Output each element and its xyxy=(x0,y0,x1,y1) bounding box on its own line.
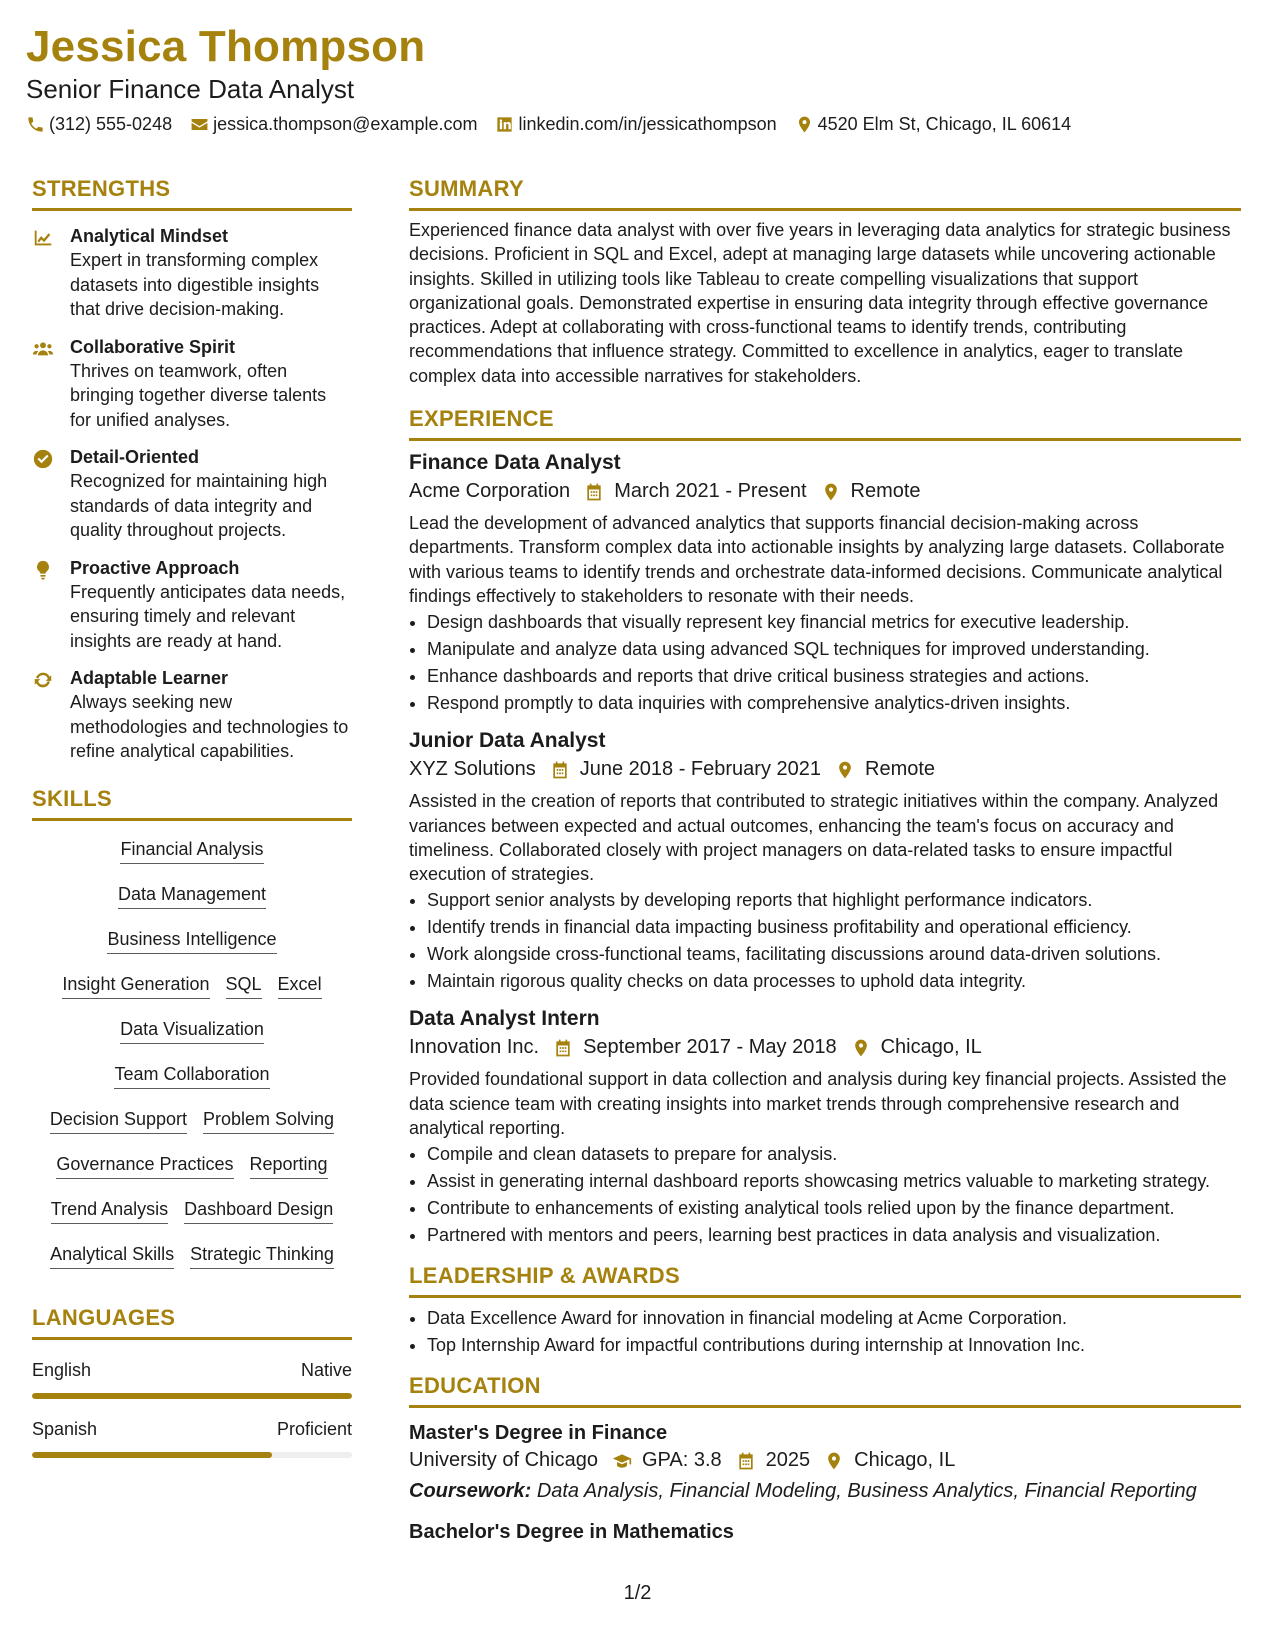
job-dates: September 2017 - May 2018 xyxy=(583,1036,837,1059)
map-pin-icon xyxy=(851,1038,871,1058)
skill-tag: Problem Solving xyxy=(203,1109,334,1134)
section-divider xyxy=(32,818,352,821)
language-proficiency-fill xyxy=(32,1452,272,1458)
skill-tag: Excel xyxy=(278,974,322,999)
job-title: Data Analyst Intern xyxy=(409,1007,600,1031)
section-title-languages: LANGUAGES xyxy=(32,1304,176,1330)
skills-list xyxy=(32,829,352,1279)
language-name: English xyxy=(32,1359,92,1380)
job-bullet: • Identify trends in financial data impacting business profitability and operational efficiency. xyxy=(427,915,1241,939)
skill-tag: Dashboard Design xyxy=(184,1199,333,1224)
map-pin-icon xyxy=(821,482,841,502)
skill-tag: Data Management xyxy=(118,884,266,909)
contact-email[interactable] xyxy=(190,114,477,135)
section-title-experience: EXPERIENCE xyxy=(409,406,554,432)
job-meta xyxy=(409,758,1241,781)
strength-desc: Recognized for maintaining high standards of data integrity and quality throughout projects. xyxy=(70,471,328,540)
job-location: Remote xyxy=(850,480,921,503)
degree-title: Bachelor's Degree in Mathematics xyxy=(409,1521,734,1544)
education-section xyxy=(409,1373,1241,1545)
contact-address xyxy=(795,114,1072,135)
candidate-name: Jessica Thompson xyxy=(26,22,426,71)
job-title: Finance Data Analyst xyxy=(409,451,621,475)
degree-entry xyxy=(409,1420,1241,1503)
strength-desc: Frequently anticipates data needs, ensuring timely and relevant insights are ready at hand. xyxy=(70,581,346,651)
job-bullet: • Enhance dashboards and reports that drive critical business strategies and actions. xyxy=(427,664,1241,688)
job-meta xyxy=(409,1036,1241,1059)
summary-text: Experienced finance data analyst with over five years in leveraging data analytics for strategic business decisions. Proficient in SQL and Excel, adept at managing large datasets while uncovering actionable insights. Skilled in utilizing tools like Tableau to create compelling visualizations that support organizational goals. Demonstrated expertise in ensuring data integrity through effective governance practices. Adept at collaborating with cross-functional teams to identify trends, contributing recommendations that influence strategy. Committed to excellence in analytics, eager to translate complex data into accessible narratives for stakeholders. xyxy=(409,220,1231,386)
candidate-role: Senior Finance Data Analyst xyxy=(26,74,355,104)
language-proficiency-bar xyxy=(32,1393,352,1399)
contact-linkedin-text: linkedin.com/in/jessicathompson xyxy=(518,114,777,134)
skill-tag: Trend Analysis xyxy=(51,1199,168,1224)
language-level: Proficient xyxy=(276,1418,352,1439)
contact-linkedin[interactable] xyxy=(495,114,776,135)
job-bullet: • Support senior analysts by developing reports that highlight performance indicators. xyxy=(427,888,1241,912)
page-indicator: 1/2 xyxy=(623,1582,652,1604)
job-bullet: • Maintain rigorous quality checks on data processes to uphold data integrity. xyxy=(427,969,1241,993)
languages-section xyxy=(32,1305,352,1458)
strength-desc: Expert in transforming complex datasets into digestible insights that drive decision-making. xyxy=(70,250,320,319)
job-bullets xyxy=(409,610,1241,715)
strength-desc: Thrives on teamwork, often bringing together diverse talents for unified analyses. xyxy=(70,360,327,430)
job-entry xyxy=(409,449,1241,715)
section-title-awards: LEADERSHIP & AWARDS xyxy=(409,1263,680,1289)
coursework xyxy=(409,1480,1241,1503)
language-proficiency-fill xyxy=(32,1393,352,1399)
skill-tag: Insight Generation xyxy=(62,974,209,999)
job-title: Junior Data Analyst xyxy=(409,729,606,753)
skills-section xyxy=(32,786,352,1279)
sync-icon xyxy=(32,669,54,691)
strength-title: Collaborative Spirit xyxy=(70,336,236,357)
calendar-icon xyxy=(736,1451,756,1471)
degree-location: Chicago, IL xyxy=(854,1449,956,1472)
strength-title: Detail-Oriented xyxy=(70,447,200,467)
job-dates: March 2021 - Present xyxy=(614,480,807,503)
experience-section xyxy=(409,406,1241,1247)
job-meta xyxy=(409,480,1241,503)
linkedin-icon xyxy=(495,115,514,134)
job-bullet: • Manipulate and analyze data using advanced SQL techniques for improved understanding. xyxy=(427,637,1241,661)
strength-desc: Always seeking new methodologies and technologies to refine analytical capabilities. xyxy=(70,692,349,761)
strength-item xyxy=(32,446,352,543)
job-dates: June 2018 - February 2021 xyxy=(579,758,822,781)
graduation-cap-icon xyxy=(612,1451,632,1471)
contact-address-text: 4520 Elm St, Chicago, IL 60614 xyxy=(817,114,1072,134)
chart-line-icon xyxy=(32,227,54,249)
strength-item xyxy=(32,667,352,764)
award-item: • Top Internship Award for impactful contributions during internship at Innovation Inc. xyxy=(427,1333,1241,1357)
skill-tag: Strategic Thinking xyxy=(190,1244,334,1269)
contact-bar xyxy=(26,114,1089,135)
job-entry xyxy=(409,727,1241,993)
contact-phone[interactable] xyxy=(26,114,172,135)
job-company: XYZ Solutions xyxy=(409,758,536,781)
job-company: Acme Corporation xyxy=(409,480,571,503)
section-divider xyxy=(409,1405,1241,1408)
coursework-label: Coursework: xyxy=(409,1480,532,1503)
degree-gpa: GPA: 3.8 xyxy=(641,1449,722,1472)
left-column xyxy=(32,176,352,1458)
users-icon xyxy=(32,338,54,360)
skill-tag: Team Collaboration xyxy=(114,1064,269,1089)
skill-tag: SQL xyxy=(226,974,262,999)
summary-section xyxy=(409,176,1241,388)
job-bullets xyxy=(409,888,1241,993)
award-list xyxy=(409,1306,1241,1357)
section-title-skills: SKILLS xyxy=(32,785,113,811)
job-location: Remote xyxy=(865,758,936,781)
contact-email-text: jessica.thompson@example.com xyxy=(213,114,478,134)
job-company: Innovation Inc. xyxy=(409,1036,540,1059)
skill-tag: Data Visualization xyxy=(120,1019,264,1044)
language-level: Native xyxy=(300,1359,352,1380)
skill-tag: Financial Analysis xyxy=(120,839,263,864)
degree-school: University of Chicago xyxy=(409,1449,598,1472)
skill-tag: Governance Practices xyxy=(56,1154,233,1179)
job-bullet: • Work alongside cross-functional teams, facilitating discussions around data-driven solutions. xyxy=(427,942,1241,966)
map-pin-icon xyxy=(835,760,855,780)
language-proficiency-bar xyxy=(32,1452,352,1458)
strength-item xyxy=(32,225,352,322)
skill-tag: Analytical Skills xyxy=(50,1244,174,1269)
job-entry xyxy=(409,1005,1241,1247)
job-bullet: • Respond promptly to data inquiries with comprehensive analytics-driven insights. xyxy=(427,691,1241,715)
contact-phone-text: (312) 555-0248 xyxy=(49,114,173,134)
language-item xyxy=(32,1419,352,1458)
section-title-summary: SUMMARY xyxy=(409,176,524,201)
map-pin-icon xyxy=(824,1451,844,1471)
job-bullet: • Contribute to enhancements of existing analytical tools relied upon by the finance department. xyxy=(427,1196,1241,1220)
job-bullets xyxy=(409,1142,1241,1247)
strength-title: Adaptable Learner xyxy=(70,668,229,688)
job-bullet: • Compile and clean datasets to prepare for analysis. xyxy=(427,1142,1241,1166)
lightbulb-icon xyxy=(32,559,54,581)
strength-item xyxy=(32,557,352,654)
calendar-icon xyxy=(550,760,570,780)
check-circle-icon xyxy=(32,448,54,470)
skill-tag: Decision Support xyxy=(50,1109,187,1134)
award-item: • Data Excellence Award for innovation in financial modeling at Acme Corporation. xyxy=(427,1306,1241,1330)
job-bullet: • Design dashboards that visually represent key financial metrics for executive leadership. xyxy=(427,610,1241,634)
job-description: Provided foundational support in data collection and analysis during key financial projects. Assisted the data science team with creating insights into market trends through comprehensive research and analytical reporting. xyxy=(409,1069,1227,1138)
section-divider xyxy=(409,1295,1241,1298)
right-column xyxy=(409,176,1241,1545)
job-bullet: • Assist in generating internal dashboard reports showcasing metrics valuable to marketing strategy. xyxy=(427,1169,1241,1193)
section-title-education: EDUCATION xyxy=(409,1373,541,1399)
degree-meta xyxy=(409,1449,1241,1472)
coursework-list: Data Analysis, Financial Modeling, Business Analytics, Financial Reporting xyxy=(536,1480,1197,1503)
degree-title: Master's Degree in Finance xyxy=(409,1422,668,1445)
section-divider xyxy=(32,208,352,211)
job-description: Lead the development of advanced analytics that supports financial decision-making across departments. Transform complex data into actionable insights by analyzing large datasets. Collaborate with various teams to identify trends and orchestrate data-informed decisions. Communicate analytical findings effectively to stakeholders to resonate with their needs. xyxy=(409,513,1225,606)
language-item xyxy=(32,1360,352,1399)
awards-section xyxy=(409,1263,1241,1357)
phone-icon xyxy=(26,115,45,134)
section-divider xyxy=(409,208,1241,211)
section-divider xyxy=(32,1337,352,1340)
calendar-icon xyxy=(553,1038,573,1058)
job-bullet: • Partnered with mentors and peers, learning best practices in data analysis and visualization. xyxy=(427,1223,1241,1247)
strength-title: Analytical Mindset xyxy=(70,226,229,246)
envelope-icon xyxy=(190,115,209,134)
section-title-strengths: STRENGTHS xyxy=(32,176,171,201)
degree-year: 2025 xyxy=(765,1449,811,1472)
job-description: Assisted in the creation of reports that contributed to strategic initiatives within the company. Analyzed variances between expected and actual outcomes, enhancing the team's focus on accuracy and timeliness. Collaborated closely with project managers on data-related tasks to ensure impactful execution of strategies. xyxy=(409,791,1219,885)
strength-item xyxy=(32,336,352,433)
calendar-icon xyxy=(584,482,604,502)
strength-title: Proactive Approach xyxy=(70,557,240,578)
language-name: Spanish xyxy=(32,1418,98,1439)
section-divider xyxy=(409,438,1241,441)
degree-entry xyxy=(409,1519,1241,1545)
skill-tag: Reporting xyxy=(250,1154,328,1179)
map-pin-icon xyxy=(795,115,814,134)
strengths-section xyxy=(32,176,352,764)
skill-tag: Business Intelligence xyxy=(107,929,276,954)
job-location: Chicago, IL xyxy=(880,1036,982,1059)
